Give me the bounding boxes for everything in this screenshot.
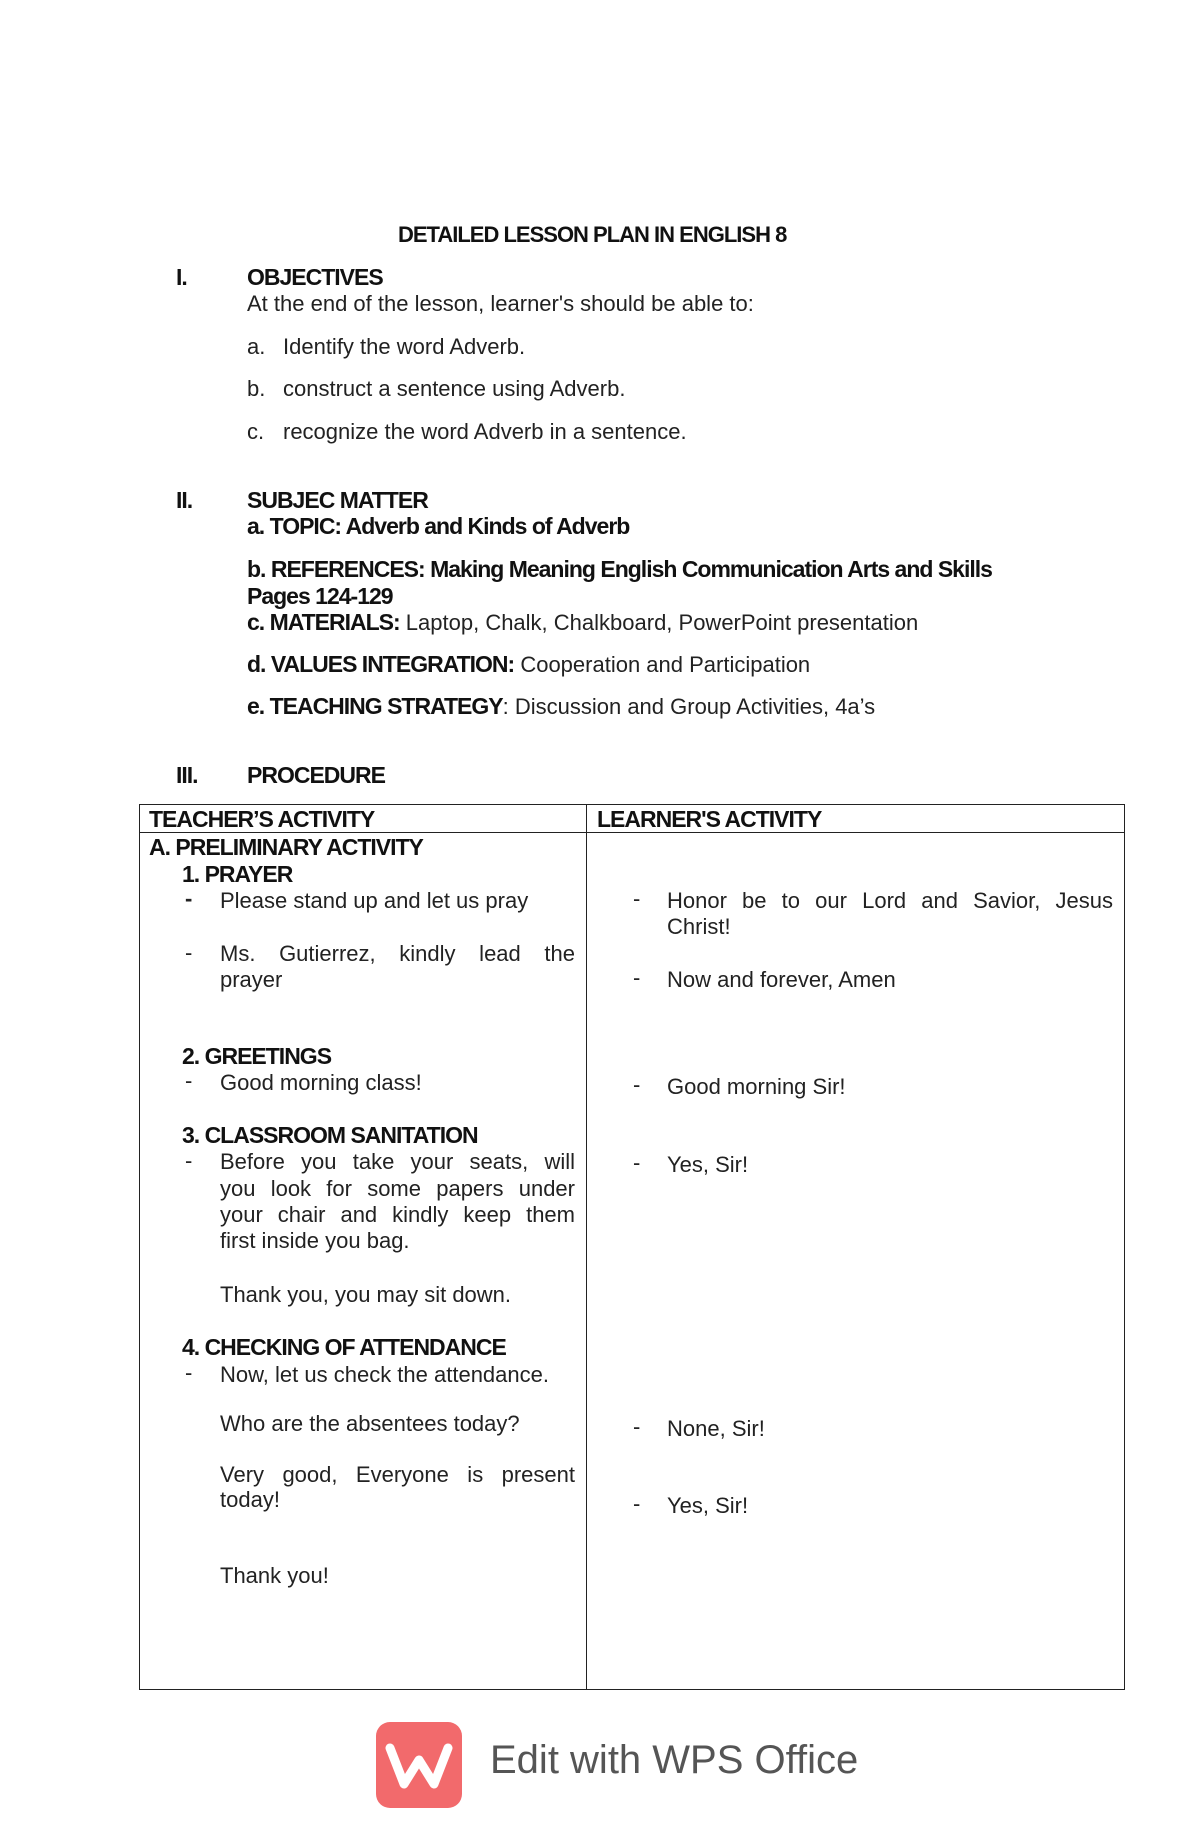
attendance-learner-line-1: None, Sir! (667, 1416, 765, 1441)
greetings-teacher: Good morning class! (220, 1070, 422, 1095)
bullet-dash: - (185, 886, 193, 911)
attendance-teacher-line-2: Who are the absentees today? (220, 1411, 520, 1436)
prayer-learner-line-1b: Christ! (667, 914, 731, 939)
learner-activity-header: LEARNER'S ACTIVITY (597, 806, 822, 832)
objective-item-a: Identify the word Adverb. (283, 334, 526, 359)
subject-references: b. REFERENCES: Making Meaning English Communication Arts and Skills (247, 556, 992, 582)
values-value: Cooperation and Participation (514, 652, 811, 677)
prayer-heading: 1. PRAYER (182, 861, 293, 887)
subject-topic: a. TOPIC: Adverb and Kinds of Adverb (247, 513, 630, 539)
objective-item-b: construct a sentence using Adverb. (283, 376, 626, 401)
bullet-dash: - (633, 1491, 641, 1516)
section-number-objectives: I. (176, 264, 187, 290)
sanitation-teacher-line-2: you look for some papers under (220, 1176, 575, 1201)
attendance-teacher-line-3b: today! (220, 1487, 280, 1512)
subject-materials (247, 609, 918, 636)
attendance-heading: 4. CHECKING OF ATTENDANCE (182, 1334, 506, 1360)
objective-letter-a: a. (247, 334, 266, 359)
bullet-dash: - (185, 1148, 193, 1173)
objectives-heading: OBJECTIVES (247, 264, 383, 290)
sanitation-teacher-line-4: first inside you bag. (220, 1228, 410, 1253)
sanitation-teacher-line-1: Before you take your seats, will (220, 1149, 575, 1174)
section-number-procedure: III. (176, 762, 198, 788)
prayer-teacher-line-1: Please stand up and let us pray (220, 888, 529, 913)
subject-values (247, 651, 810, 678)
wps-edit-link[interactable]: Edit with WPS Office (490, 1738, 859, 1782)
bullet-dash: - (633, 965, 641, 990)
prayer-learner-line-1a: Honor be to our Lord and Savior, Jesus (667, 888, 1113, 913)
greetings-learner: Good morning Sir! (667, 1074, 846, 1099)
bullet-dash: - (633, 886, 641, 911)
document-title: DETAILED LESSON PLAN IN ENGLISH 8 (398, 222, 787, 247)
strategy-label: e. TEACHING STRATEGY (247, 693, 503, 719)
bullet-dash: - (633, 1072, 641, 1097)
bullet-dash: - (633, 1414, 641, 1439)
procedure-heading: PROCEDURE (247, 762, 385, 788)
attendance-teacher-line-3a: Very good, Everyone is present (220, 1462, 575, 1487)
subject-strategy (247, 693, 875, 720)
sanitation-heading: 3. CLASSROOM SANITATION (182, 1122, 478, 1148)
objective-item-c: recognize the word Adverb in a sentence. (283, 419, 687, 444)
values-label: d. VALUES INTEGRATION: (247, 651, 515, 677)
table-column-divider (586, 804, 587, 1690)
objectives-intro: At the end of the lesson, learner's should be able to: (247, 291, 754, 316)
bullet-dash: - (185, 1360, 193, 1385)
sanitation-teacher-line-3: your chair and kindly keep them (220, 1202, 575, 1227)
bullet-dash: - (633, 1150, 641, 1175)
prayer-teacher-line-2a: Ms. Gutierrez, kindly lead the (220, 941, 575, 966)
wps-logo-mark (376, 1722, 462, 1808)
attendance-teacher-line-1: Now, let us check the attendance. (220, 1362, 549, 1387)
teacher-activity-header: TEACHER’S ACTIVITY (149, 806, 375, 832)
materials-value: Laptop, Chalk, Chalkboard, PowerPoint presentation (399, 610, 919, 635)
greetings-heading: 2. GREETINGS (182, 1043, 332, 1069)
prayer-learner-line-2: Now and forever, Amen (667, 967, 896, 992)
section-number-subject: II. (176, 487, 193, 513)
sanitation-learner: Yes, Sir! (667, 1152, 749, 1177)
strategy-value: : Discussion and Group Activities, 4a’s (502, 694, 876, 719)
materials-label: c. MATERIALS: (247, 609, 400, 635)
wps-logo-icon[interactable] (376, 1722, 462, 1808)
prayer-teacher-line-2b: prayer (220, 967, 283, 992)
sanitation-teacher-thanks: Thank you, you may sit down. (220, 1282, 512, 1307)
attendance-learner-line-2: Yes, Sir! (667, 1493, 749, 1518)
bullet-dash: - (185, 940, 193, 965)
objective-letter-c: c. (247, 419, 265, 444)
objective-letter-b: b. (247, 376, 266, 401)
preliminary-activity-heading: A. PRELIMINARY ACTIVITY (149, 834, 423, 860)
bullet-dash: - (185, 1068, 193, 1093)
subject-references-pages: Pages 124-129 (247, 583, 393, 609)
attendance-teacher-line-4: Thank you! (220, 1563, 329, 1588)
subject-heading: SUBJEC MATTER (247, 487, 428, 513)
